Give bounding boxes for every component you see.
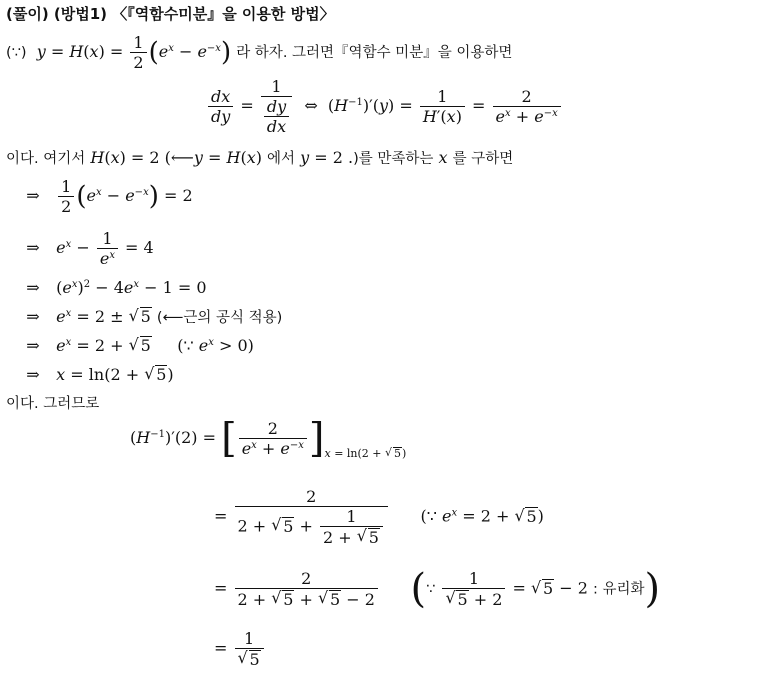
- condition-line: 이다. 여기서 H(x) = 2 (⟵y = H(x) 에서 y = 2 .)를 만족하는 x 를 구하면: [6, 148, 514, 167]
- step-3: ⇒ $(e^x)^2 - 4e^x - 1 = 0$: [26, 278, 207, 297]
- intro-suffix: 라 하자. 그러면『역함수 미분』을 이용하면: [236, 45, 513, 61]
- step-6: ⇒ x = ln(2 + √ 5): [20, 365, 174, 385]
- step-5: ⇒ $e^x = 2$ + √ 5 (∵ $e^x > 0$): [20, 336, 254, 356]
- rationalize-note: : 유리화: [593, 581, 645, 598]
- definition-line: (∵) y = H(x) = $\frac{1}{2}$ $(e^x - e^{-x})$ 라 하자. 그러면『역함수 미분』을 이용하면: [6, 33, 513, 72]
- step-1: ⇒ $\frac{1}{2}$ $(e^x - e^{-x}) = 2$: [26, 177, 193, 216]
- step-4: ⇒ $e^x = 2$ ± √ 5 (⟵근의 공식 적용): [20, 307, 282, 328]
- iff-symbol: ⇔: [304, 96, 318, 115]
- therefore-symbol: ∵: [426, 581, 436, 598]
- therefore-line: 이다. 그러므로: [6, 396, 100, 412]
- half-fraction: $\frac{1}{2}$: [130, 34, 146, 71]
- step-2: ⇒ $e^x$ − $\frac{1}{e^x}$ = 4: [26, 229, 154, 268]
- final-eq-4: = 1 √ 5: [214, 630, 266, 668]
- solution-title: (풀이) (방법1) 〈『역함수미분』을 이용한 방법〉: [6, 5, 335, 23]
- final-eq-2: = 2 2 + √ 5 + $\frac{1}{2 + √ 5}$ (∵ $e^x = 2$ + √ 5): [214, 488, 544, 546]
- because-symbol: (∵): [6, 45, 27, 61]
- quadratic-formula-note: (⟵근의 공식 적용): [156, 310, 283, 326]
- final-eq-3: = $\frac{2}{2 + √ 5 + √ 5 - 2}$ (∵ 1 √ 5 + 2 = √ 5 − 2 : 유리화): [214, 570, 660, 608]
- inverse-derivative-formula: $\frac{dx}{dy}$ = $\frac{1}{\frac{dy}{dx}}$ ⇔ $(H^{-1})'(y)$ = $\frac{1}{H'(x)}$ = $\frac{2}{e^x + e^{-x}}$: [206, 78, 563, 135]
- final-eq-1: $(H^{-1})'(2)$ = [ $\frac{2}{e^x + e^{-x}}$ ]$_{x = ln(2 + √ 5)}$: [130, 420, 406, 464]
